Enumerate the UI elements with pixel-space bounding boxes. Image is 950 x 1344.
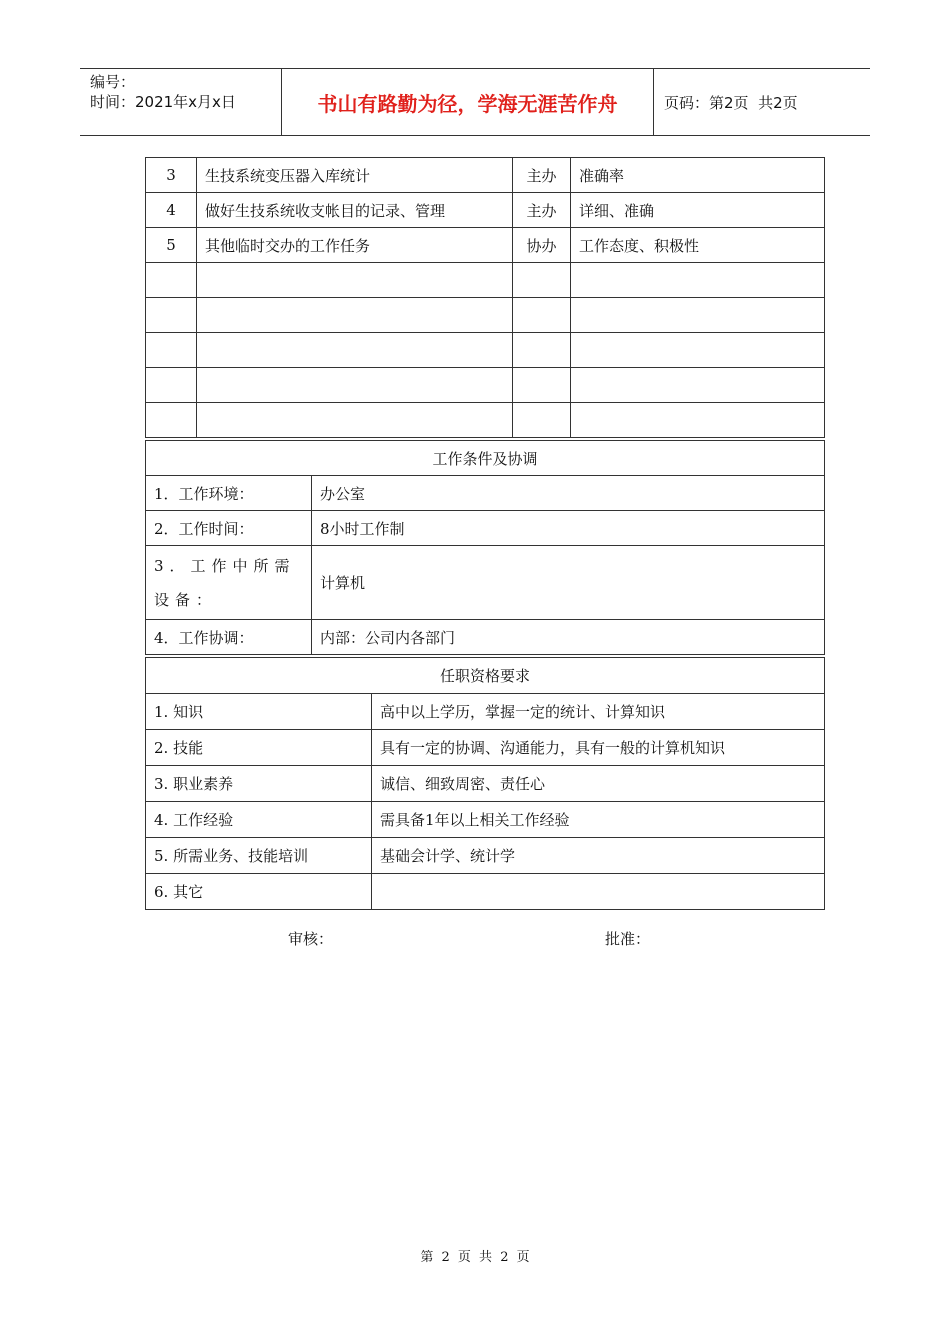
condition-value: 办公室 xyxy=(312,476,825,511)
task-table xyxy=(145,157,825,438)
table-row xyxy=(146,802,825,838)
table-row xyxy=(146,193,825,228)
task-number: 3 xyxy=(146,158,197,193)
empty-row xyxy=(146,298,825,333)
condition-label: 4．工作协调： xyxy=(146,620,312,655)
qualification-label: 4. 工作经验 xyxy=(146,802,372,838)
header-motto: 书山有路勤为径，学海无涯苦作舟 xyxy=(282,69,654,135)
table-row xyxy=(146,730,825,766)
header-meta xyxy=(80,69,282,135)
empty-cell xyxy=(513,333,571,368)
qualification-value: 诚信、细致周密、责任心 xyxy=(372,766,825,802)
table-row xyxy=(146,874,825,910)
task-number: 4 xyxy=(146,193,197,228)
condition-label: 3．工作中所需设备： xyxy=(146,546,312,620)
qualification-label: 3. 职业素养 xyxy=(146,766,372,802)
empty-cell xyxy=(571,333,825,368)
table-row xyxy=(146,620,825,655)
qualifications-title: 任职资格要求 xyxy=(146,658,825,694)
condition-value: 计算机 xyxy=(312,546,825,620)
empty-cell xyxy=(513,263,571,298)
empty-cell xyxy=(146,403,197,438)
qualification-value: 具有一定的协调、沟通能力，具有一般的计算机知识 xyxy=(372,730,825,766)
qualification-value xyxy=(372,874,825,910)
empty-cell xyxy=(146,333,197,368)
task-content: 其他临时交办的工作任务 xyxy=(197,228,513,263)
empty-row xyxy=(146,368,825,403)
task-standard: 工作态度、积极性 xyxy=(571,228,825,263)
time-label: 时间：2021年x月x日 xyxy=(90,93,236,111)
number-label: 编号： xyxy=(90,73,136,91)
page-footer: 第 2 页 共 2 页 xyxy=(420,1250,530,1265)
empty-cell xyxy=(197,368,513,403)
empty-cell xyxy=(571,403,825,438)
empty-cell xyxy=(513,298,571,333)
empty-cell xyxy=(571,263,825,298)
empty-cell xyxy=(146,368,197,403)
qualification-value: 高中以上学历，掌握一定的统计、计算知识 xyxy=(372,694,825,730)
empty-cell xyxy=(571,368,825,403)
empty-cell xyxy=(571,298,825,333)
empty-cell xyxy=(146,263,197,298)
empty-cell xyxy=(513,368,571,403)
conditions-table xyxy=(145,440,825,655)
qualification-label: 1. 知识 xyxy=(146,694,372,730)
task-content: 生技系统变压器入库统计 xyxy=(197,158,513,193)
empty-cell xyxy=(197,333,513,368)
empty-row xyxy=(146,403,825,438)
qualification-value: 基础会计学、统计学 xyxy=(372,838,825,874)
qualification-label: 2. 技能 xyxy=(146,730,372,766)
task-content: 做好生技系统收支帐目的记录、管理 xyxy=(197,193,513,228)
task-standard: 详细、准确 xyxy=(571,193,825,228)
approve-signature-label: 批准： xyxy=(605,930,651,948)
qualification-value: 需具备1年以上相关工作经验 xyxy=(372,802,825,838)
condition-label: 2．工作时间： xyxy=(146,511,312,546)
table-row xyxy=(146,694,825,730)
empty-cell xyxy=(197,298,513,333)
task-role: 主办 xyxy=(513,158,571,193)
qualifications-table xyxy=(145,657,825,910)
table-row xyxy=(146,158,825,193)
qualification-label: 5. 所需业务、技能培训 xyxy=(146,838,372,874)
table-row xyxy=(146,766,825,802)
empty-row xyxy=(146,263,825,298)
conditions-title: 工作条件及协调 xyxy=(146,441,825,476)
empty-cell xyxy=(513,403,571,438)
table-row xyxy=(146,228,825,263)
task-standard: 准确率 xyxy=(571,158,825,193)
empty-cell xyxy=(146,298,197,333)
qualification-label: 6. 其它 xyxy=(146,874,372,910)
table-row xyxy=(146,511,825,546)
condition-value: 8小时工作制 xyxy=(312,511,825,546)
task-number: 5 xyxy=(146,228,197,263)
page-header xyxy=(80,68,870,136)
section-row xyxy=(146,658,825,694)
table-row xyxy=(146,476,825,511)
review-signature-label: 审核： xyxy=(288,930,334,948)
table-row xyxy=(146,546,825,620)
header-page-info: 页码：第2页 共2页 xyxy=(664,93,798,112)
condition-value: 内部：公司内各部门 xyxy=(312,620,825,655)
condition-label: 1．工作环境： xyxy=(146,476,312,511)
empty-cell xyxy=(197,263,513,298)
empty-row xyxy=(146,333,825,368)
section-row xyxy=(146,441,825,476)
table-row xyxy=(146,838,825,874)
empty-cell xyxy=(197,403,513,438)
task-role: 协办 xyxy=(513,228,571,263)
task-role: 主办 xyxy=(513,193,571,228)
